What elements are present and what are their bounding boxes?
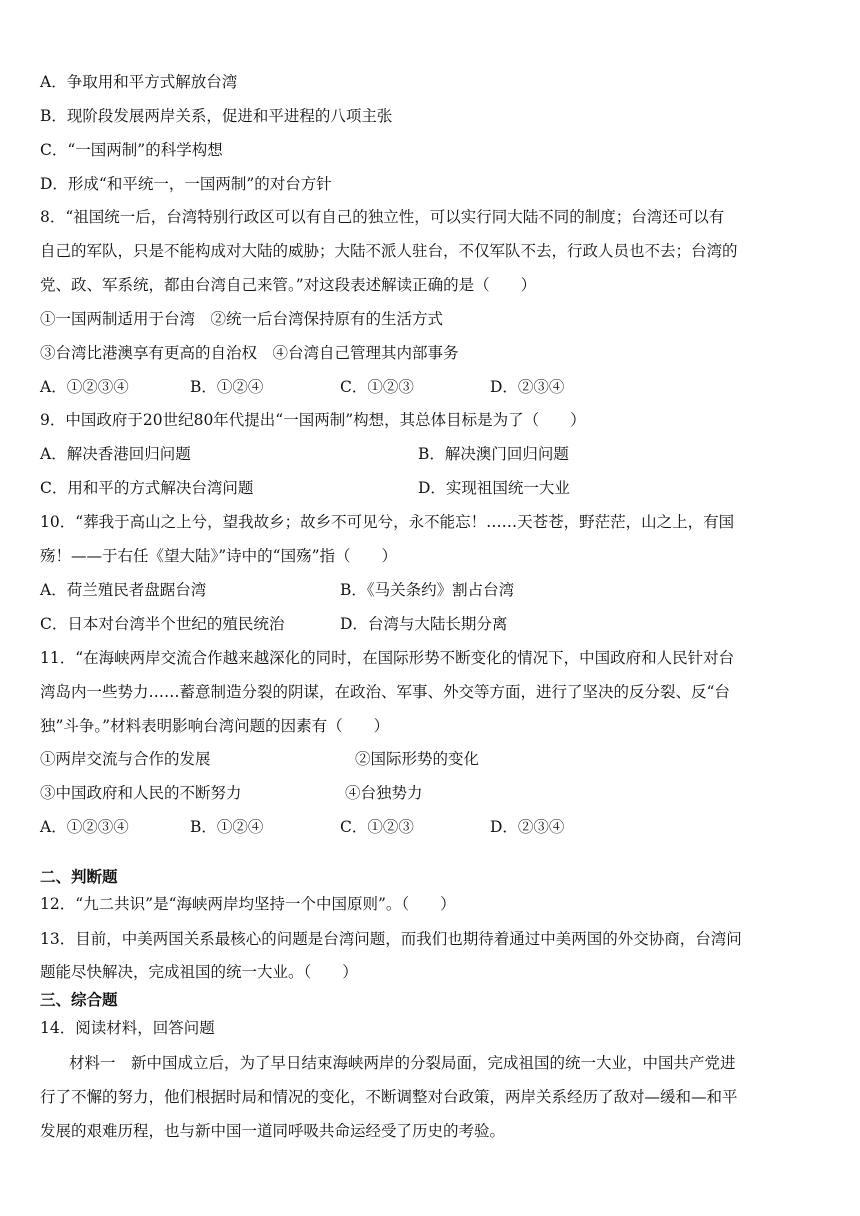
q7-option-b: B．现阶段发展两岸关系，促进和平进程的八项主张 (40, 107, 393, 125)
q13-line-2: 题能尽快解决，完成祖国的统一大业。（ ） (40, 963, 358, 981)
q11-choice-c: C．①②③ (340, 818, 414, 836)
q8-choice-d: D．②③④ (490, 378, 565, 396)
material-1-line-2: 行了不懈的努力，他们根据时局和情况的变化，不断调整对台政策，两岸关系经历了敌对—缓和—和平 (40, 1088, 738, 1106)
q9-stem: 9．中国政府于20世纪80年代提出“一国两制”构想，其总体目标是为了（ ） (40, 411, 586, 429)
q9-choice-c: C．用和平的方式解决台湾问题 (40, 479, 254, 497)
q10-choice-c: C．日本对台湾半个世纪的殖民统治 (40, 615, 285, 633)
q11-stem-line-3: 独”斗争。”材料表明影响台湾问题的因素有（ ） (40, 717, 390, 735)
q11-choice-b: B．①②④ (190, 818, 264, 836)
q10-stem-line-1: 10．“葬我于高山之上兮，望我故乡；故乡不可见兮，永不能忘！……天苍苍，野茫茫，山之上，有国 (40, 513, 735, 531)
material-1-line-3: 发展的艰难历程，也与新中国一道同呼吸共命运经受了历史的考验。 (40, 1122, 506, 1140)
q11-item-3: ③中国政府和人民的不断努力 (40, 784, 242, 802)
q13-line-1: 13．目前，中美两国关系最核心的问题是台湾问题，而我们也期待着通过中美两国的外交协商，台湾问 (40, 930, 742, 948)
q8-choice-c: C．①②③ (340, 378, 414, 396)
q8-items-line-2: ③台湾比港澳享有更高的自治权 ④台湾自己管理其内部事务 (40, 344, 459, 362)
q11-stem-line-2: 湾岛内一些势力……蓄意制造分裂的阴谋，在政治、军事、外交等方面，进行了坚决的反分裂、反“台 (40, 683, 730, 701)
q12-text: 12．“九二共识”是“海峡两岸均坚持一个中国原则”。（ ） (40, 895, 456, 913)
q8-choice-b: B．①②④ (190, 378, 264, 396)
q7-option-a: A．争取用和平方式解放台湾 (40, 73, 238, 91)
q11-item-1: ①两岸交流与合作的发展 (40, 750, 211, 768)
q10-choice-a: A．荷兰殖民者盘踞台湾 (40, 581, 207, 599)
q11-choice-d: D．②③④ (490, 818, 565, 836)
q8-stem-line-1: 8．“祖国统一后，台湾特别行政区可以有自己的独立性，可以实行同大陆不同的制度；台湾还可以有 (40, 208, 725, 226)
section-3-title: 三、综合题 (40, 990, 118, 1009)
q11-stem-line-1: 11．“在海峡两岸交流合作越来越深化的同时，在国际形势不断变化的情况下，中国政府和人民针对台 (40, 649, 735, 667)
q7-option-d: D．形成“和平统一，一国两制”的对台方针 (40, 175, 332, 193)
material-1-line-1: 材料一 新中国成立后，为了早日结束海峡两岸的分裂局面，完成祖国的统一大业，中国共产党进 (69, 1054, 736, 1072)
q8-choice-a: A．①②③④ (40, 378, 129, 396)
q8-stem-line-2: 自己的军队，只是不能构成对大陆的威胁；大陆不派人驻台，不仅军队不去，行政人员也不去；台湾的 (40, 242, 738, 260)
q14-heading: 14．阅读材料，回答问题 (40, 1019, 215, 1037)
q9-choice-d: D．实现祖国统一大业 (418, 479, 570, 497)
q8-stem-line-3: 党、政、军系统，都由台湾自己来管。”对这段表述解读正确的是（ ） (40, 276, 537, 294)
section-2-title: 二、判断题 (40, 867, 118, 886)
q9-choice-a: A．解决香港回归问题 (40, 445, 191, 463)
q11-item-2: ②国际形势的变化 (355, 750, 480, 768)
q8-items-line-1: ①一国两制适用于台湾 ②统一后台湾保持原有的生活方式 (40, 310, 444, 328)
q9-choice-b: B．解决澳门回归问题 (418, 445, 569, 463)
q11-item-4: ④台独势力 (345, 784, 423, 802)
q11-choice-a: A．①②③④ (40, 818, 129, 836)
q10-stem-line-2: 殇！——于右任《望大陆》”诗中的“国殇”指（ ） (40, 547, 398, 565)
q10-choice-b: B．《马关条约》割占台湾 (340, 581, 515, 599)
q7-option-c: C．“一国两制”的科学构想 (40, 141, 223, 159)
q10-choice-d: D．台湾与大陆长期分离 (340, 615, 508, 633)
